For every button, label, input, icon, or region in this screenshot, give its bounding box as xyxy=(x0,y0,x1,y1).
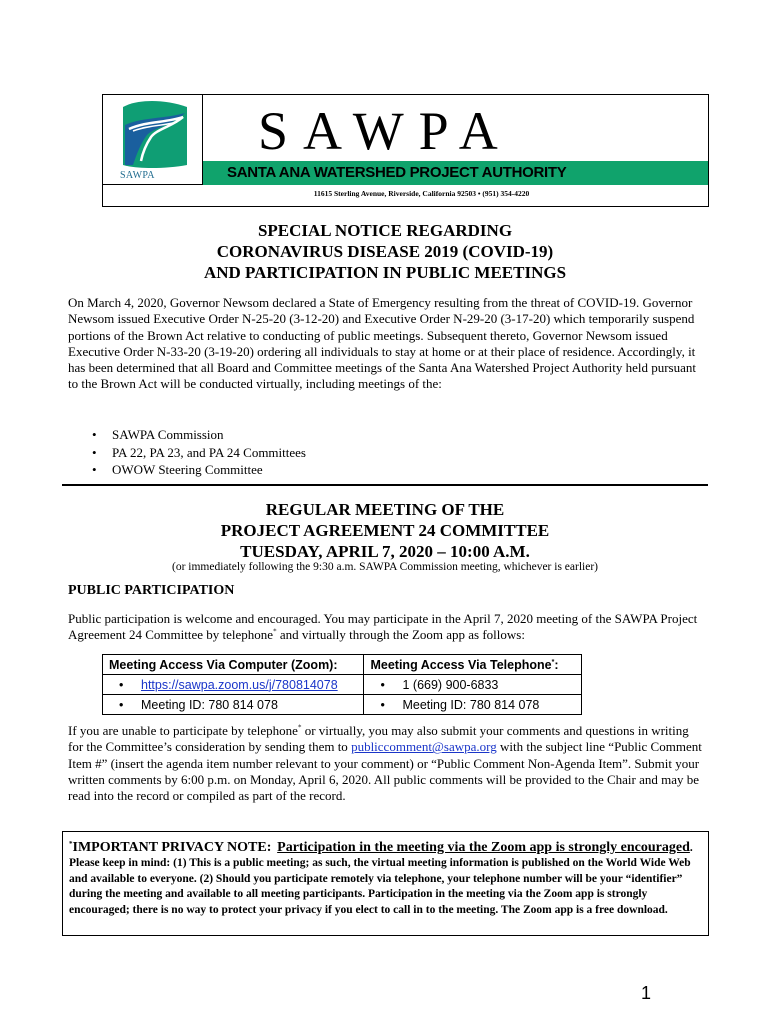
phone-number: • 1 (669) 900-6833 xyxy=(364,675,582,695)
notice-paragraph: On March 4, 2020, Governor Newsom declared a State of Emergency resulting from the threat of COVID-19. Governor Newsom issued Executive Order N-25-20 (3-12-20) and Executive Order N-29-20 (3-17-20) which temporarily suspend portions of the Brown Act relative to conducting of public meetings. Subsequent thereto, Governor Newsom issued Executive Order N-33-20 (3-19-20) ordering all individuals to stay at home or at their place of residence. Accordingly, it has been determined that all Board and Committee meetings of the Santa Ana Watershed Project Authority held pursuant to the Brown Act will be conducted virtually, including meetings of the: xyxy=(68,295,696,392)
footnote-marker: * xyxy=(273,627,277,636)
telephone-access-header: Meeting Access Via Telephone*: xyxy=(364,655,582,675)
meeting-note: (or immediately following the 9:30 a.m. SAWPA Commission meeting, whichever is earlier) xyxy=(172,561,598,573)
page-number: 1 xyxy=(641,983,652,1003)
computer-access-header: Meeting Access Via Computer (Zoom): xyxy=(103,655,364,675)
written-comments-paragraph: If you are unable to participate by telephone* or virtually, you may also submit your comments and questions in writing for the Committee’s consideration by sending them to publiccomment@sawpa.org with the subject line “Public Comment Item #” (insert the agenda item number relevant to your comment) or “Public Comment Non-Agenda Item”. Submit your written comments by 6:00 p.m. on Monday, April 6, 2020. All public comments will be provided to the Chair and may be read into the record or compiled as part of the record. xyxy=(68,723,702,804)
privacy-body: . Please keep in mind: (1) This is a public meeting; as such, the virtual meeting information is published on the World Wide Web and available to everyone. (2) Should you participate remotely via telephone, your telephone number will be your “identifier” during the meeting and available to all meeting participants. Participation in the meeting via the Zoom app is strongly encouraged; there is no way to protect your privacy if you elect to call in to the meeting. The Zoom app is a free download. xyxy=(69,842,693,916)
zoom-link[interactable]: https://sawpa.zoom.us/j/780814078 xyxy=(141,677,338,692)
privacy-footnote-marker: * xyxy=(69,840,73,849)
sawpa-logo xyxy=(103,95,203,185)
list-item: • SAWPA Commission xyxy=(92,426,306,444)
meeting-title-line: REGULAR MEETING OF THE xyxy=(265,500,505,519)
meeting-access-table xyxy=(102,654,582,715)
list-item: • PA 22, PA 23, and PA 24 Committees xyxy=(92,444,306,462)
logo-text: SAWPA xyxy=(120,170,155,181)
zoom-link-cell xyxy=(103,675,364,695)
meeting-id-phone: • Meeting ID: 780 814 078 xyxy=(364,695,582,715)
meeting-title-line: PROJECT AGREEMENT 24 COMMITTEE xyxy=(220,521,550,540)
participation-heading: PUBLIC PARTICIPATION xyxy=(68,583,235,598)
meeting-title xyxy=(0,499,770,562)
privacy-note-box xyxy=(62,831,709,936)
org-address: 11615 Sterling Avenue, Riverside, California 92503 • (951) 354-4220 xyxy=(313,189,530,198)
org-name: SANTA ANA WATERSHED PROJECT AUTHORITY xyxy=(227,164,567,181)
committee-list xyxy=(92,426,306,479)
meeting-id-computer: • Meeting ID: 780 814 078 xyxy=(103,695,364,715)
participation-intro: Public participation is welcome and encouraged. You may participate in the April 7, 2020 meeting of the SAWPA Project Agreement 24 Committee by telephone* and virtually through the Zoom app as follows: xyxy=(68,611,698,643)
notice-title-line: SPECIAL NOTICE REGARDING xyxy=(257,221,513,240)
section-divider xyxy=(62,484,708,486)
privacy-headline: Participation in the meeting via the Zoom app is strongly encouraged xyxy=(277,840,690,855)
meeting-title-line: TUESDAY, APRIL 7, 2020 – 10:00 A.M. xyxy=(240,542,530,561)
public-comment-email-link[interactable]: publiccomment@sawpa.org xyxy=(351,739,497,755)
notice-title-line: CORONAVIRUS DISEASE 2019 (COVID-19) xyxy=(216,242,554,261)
notice-title-line: AND PARTICIPATION IN PUBLIC MEETINGS xyxy=(203,263,567,282)
org-acronym: SAWPA xyxy=(258,101,513,161)
list-item: • OWOW Steering Committee xyxy=(92,461,306,479)
privacy-label: IMPORTANT PRIVACY NOTE: xyxy=(72,840,272,855)
letterhead xyxy=(102,94,709,207)
notice-title xyxy=(0,220,770,283)
